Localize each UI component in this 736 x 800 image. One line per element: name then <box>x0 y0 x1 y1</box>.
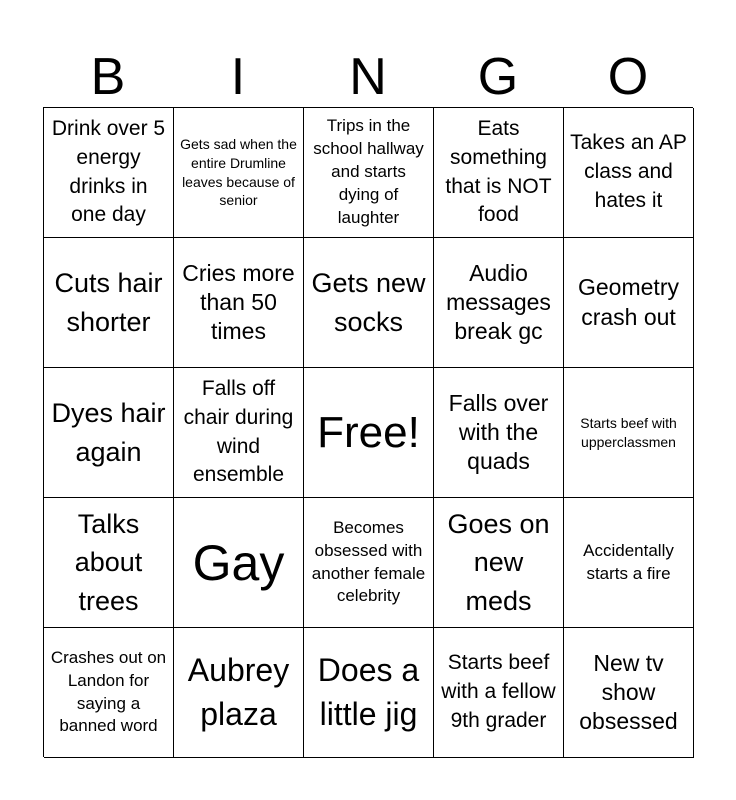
bingo-cell[interactable]: Aubrey plaza <box>174 628 304 758</box>
bingo-cell[interactable]: Geometry crash out <box>564 238 694 368</box>
header-letter-i: I <box>230 48 246 106</box>
bingo-cell[interactable]: Goes on new meds <box>434 498 564 628</box>
header-letter-o: O <box>607 48 649 106</box>
bingo-cell[interactable]: Gets new socks <box>304 238 434 368</box>
bingo-cell[interactable]: New tv show obsessed <box>564 628 694 758</box>
bingo-header <box>43 44 693 108</box>
bingo-cell[interactable]: Starts beef with upperclassmen <box>564 368 694 498</box>
bingo-cell[interactable]: Does a little jig <box>304 628 434 758</box>
bingo-cell[interactable]: Dyes hair again <box>44 368 174 498</box>
bingo-cell[interactable]: Takes an AP class and hates it <box>564 108 694 238</box>
bingo-cell[interactable]: Eats something that is NOT food <box>434 108 564 238</box>
header-letter-n: N <box>349 48 387 106</box>
bingo-cell[interactable]: Cries more than 50 times <box>174 238 304 368</box>
bingo-cell[interactable]: Falls over with the quads <box>434 368 564 498</box>
bingo-cell[interactable]: Drink over 5 energy drinks in one day <box>44 108 174 238</box>
bingo-cell[interactable]: Falls off chair during wind ensemble <box>174 368 304 498</box>
header-letter-b: B <box>90 48 126 106</box>
bingo-cell[interactable]: Audio messages break gc <box>434 238 564 368</box>
bingo-cell[interactable]: Crashes out on Landon for saying a banned word <box>44 628 174 758</box>
free-space-cell[interactable]: Free! <box>304 368 434 498</box>
bingo-board <box>43 107 693 757</box>
header-letter-g: G <box>477 48 519 106</box>
bingo-cell[interactable]: Gay <box>174 498 304 628</box>
bingo-cell[interactable]: Starts beef with a fellow 9th grader <box>434 628 564 758</box>
bingo-cell[interactable]: Trips in the school hallway and starts dying of laughter <box>304 108 434 238</box>
bingo-cell[interactable]: Talks about trees <box>44 498 174 628</box>
bingo-cell[interactable]: Becomes obsessed with another female celebrity <box>304 498 434 628</box>
bingo-cell[interactable]: Cuts hair shorter <box>44 238 174 368</box>
bingo-cell[interactable]: Accidentally starts a fire <box>564 498 694 628</box>
bingo-cell[interactable]: Gets sad when the entire Drumline leaves because of senior <box>174 108 304 238</box>
